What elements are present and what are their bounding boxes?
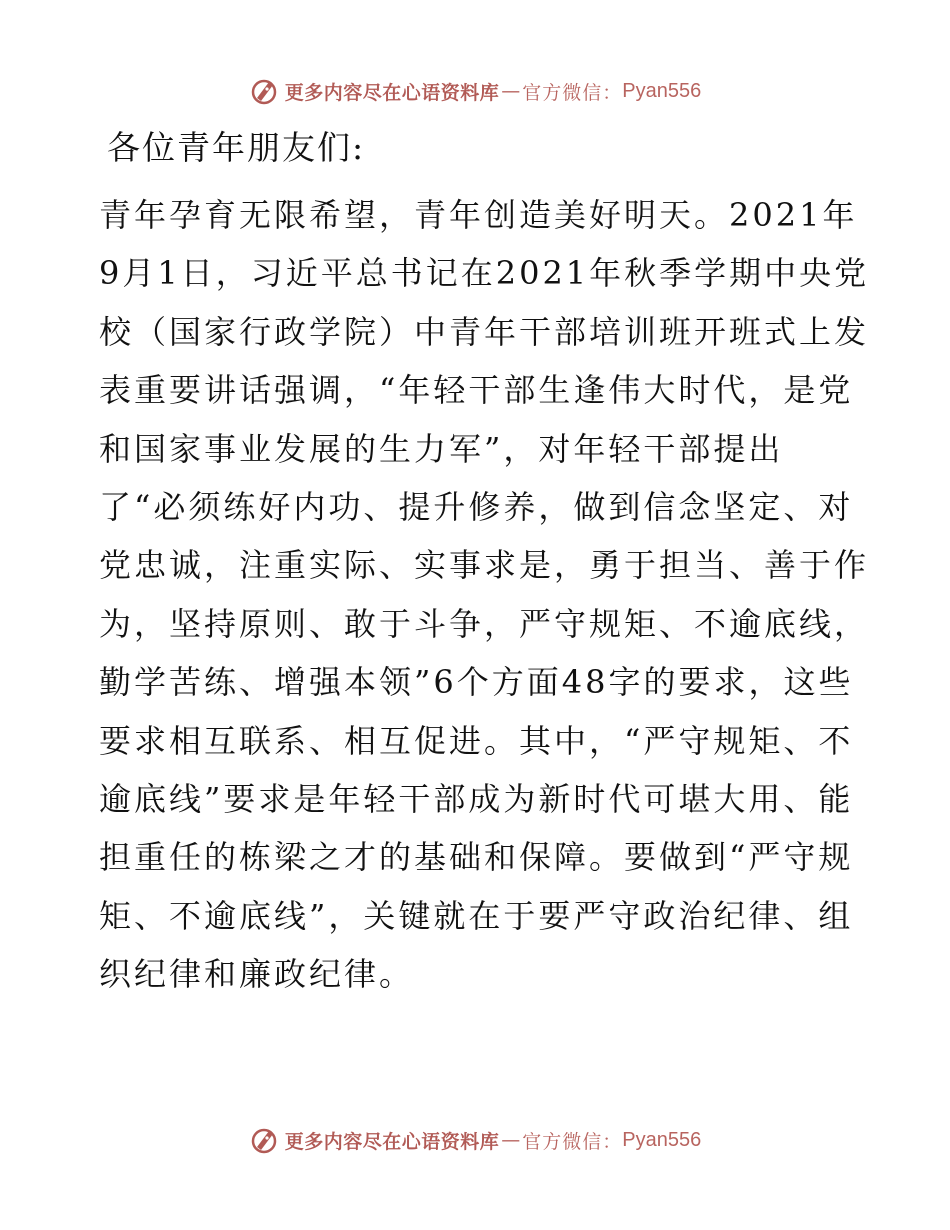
paragraph-line: 织纪律和廉政纪律。 [99,955,415,994]
document-body [99,122,870,1004]
header-watermark [0,71,950,111]
pen-nib-logo-icon [249,76,279,106]
paragraph-line: 和国家事业发展的生力军”，对年轻干部提出 [99,429,784,468]
paragraph-line: 表重要讲话强调，“年轻干部生逢伟大时代，是党 [99,371,854,410]
watermark-brand-text: 更多内容尽在心语资料库 [284,1130,500,1153]
pen-nib-logo-icon [249,1125,279,1155]
paragraph-line: 党忠诚，注重实际、实事求是，勇于担当、善于作 [99,546,870,585]
paragraph-line: 为，坚持原则、敢于斗争，严守规矩、不逾底线， [99,604,870,643]
watermark-dash: — [501,1129,521,1151]
watermark-wechat-id: Pyan556 [622,79,702,102]
watermark-dash: — [501,80,521,102]
watermark-brand-text: 更多内容尽在心语资料库 [284,81,500,104]
footer-watermark [0,1120,950,1160]
paragraph-line: 矩、不逾底线”，关键就在于要严守政治纪律、组 [99,896,854,935]
paragraph-line: 逾底线”要求是年轻干部成为新时代可堪大用、能 [99,780,854,819]
paragraph-line: 勤学苦练、增强本领”6个方面48字的要求，这些 [99,663,854,702]
body-paragraph [99,186,870,1004]
paragraph-line: 青年孕育无限希望，青年创造美好明天。2021年 [99,196,858,234]
paragraph-line: 校（国家行政学院）中青年干部培训班开班式上发 [99,312,870,351]
salutation: 各位青年朋友们: [107,128,366,167]
paragraph-line: 了“必须练好内功、提升修养，做到信念坚定、对 [99,488,854,527]
watermark-wechat-label: 官方微信： [522,1130,623,1153]
watermark-wechat-label: 官方微信： [522,81,623,104]
watermark-wechat-id: Pyan556 [622,1128,702,1151]
paragraph-line: 要求相互联系、相互促进。其中，“严守规矩、不 [99,721,854,760]
paragraph-line: 担重任的栋梁之才的基础和保障。要做到“严守规 [99,838,854,877]
paragraph-line: 9月1日，习近平总书记在2021年秋季学期中央党 [99,254,870,293]
